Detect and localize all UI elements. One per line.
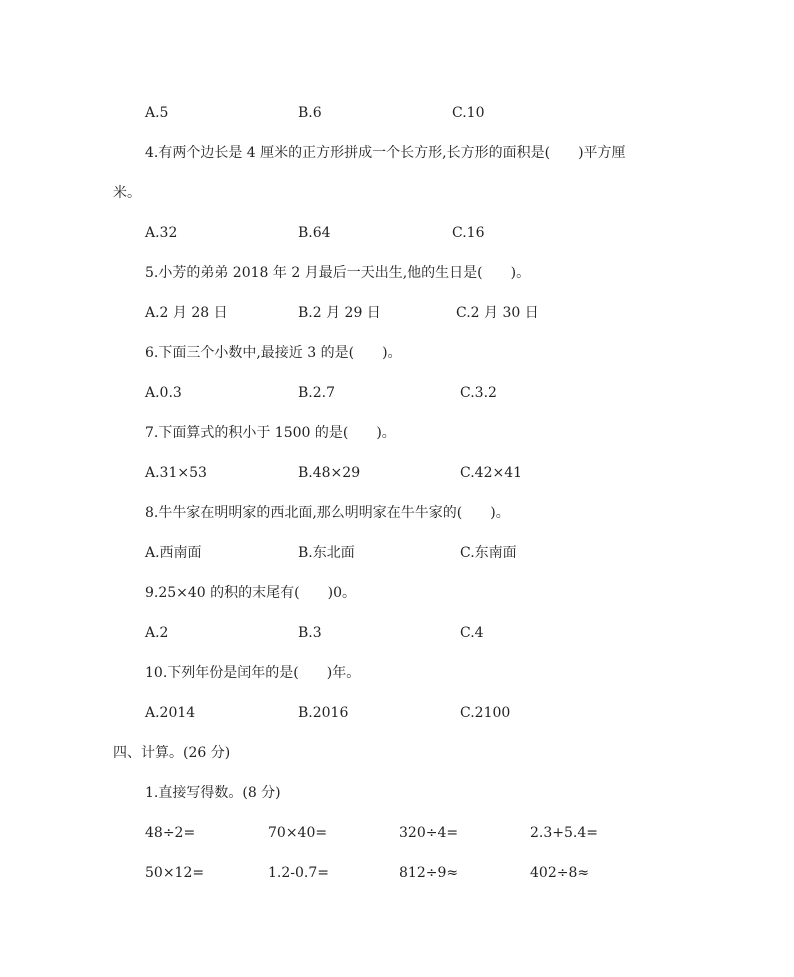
option-b: B.东北面 (298, 545, 355, 561)
calc-item: 812÷9≈ (399, 865, 459, 881)
question-7: 7.下面算式的积小于 1500 的是( )。 (145, 425, 396, 441)
question-4-continuation: 米。 (113, 185, 141, 201)
option-a: A.0.3 (145, 385, 182, 401)
option-b: B.2 月 29 日 (298, 305, 381, 321)
option-a: A.31×53 (145, 465, 207, 481)
option-c: C.42×41 (460, 465, 523, 481)
option-a: A.5 (145, 105, 169, 121)
option-b: B.2016 (298, 705, 349, 721)
option-c: C.16 (452, 225, 485, 241)
option-a: A.2 月 28 日 (145, 305, 228, 321)
option-a: A.2014 (145, 705, 196, 721)
option-c: C.2 月 30 日 (456, 305, 539, 321)
option-b: B.2.7 (298, 385, 336, 401)
calc-item: 1.2-0.7= (268, 865, 329, 881)
calc-item: 50×12= (145, 865, 205, 881)
calc-item: 70×40= (268, 825, 328, 841)
option-a: A.32 (145, 225, 178, 241)
option-b: B.48×29 (298, 465, 361, 481)
calc-item: 402÷8≈ (530, 865, 590, 881)
option-b: B.3 (298, 625, 322, 641)
option-a: A.西南面 (145, 545, 202, 561)
question-9: 9.25×40 的积的末尾有( )0。 (145, 585, 356, 601)
question-5: 5.小芳的弟弟 2018 年 2 月最后一天出生,他的生日是( )。 (145, 265, 531, 281)
option-a: A.2 (145, 625, 169, 641)
calc-item: 2.3+5.4= (530, 825, 598, 841)
option-c: C.4 (460, 625, 484, 641)
option-c: C.3.2 (460, 385, 497, 401)
option-c: C.东南面 (460, 545, 517, 561)
option-c: C.10 (452, 105, 485, 121)
calc-item: 48÷2= (145, 825, 196, 841)
subsection-heading: 1.直接写得数。(8 分) (145, 785, 281, 801)
section-heading: 四、计算。(26 分) (113, 745, 231, 761)
question-8: 8.牛牛家在明明家的西北面,那么明明家在牛牛家的( )。 (145, 505, 510, 521)
calc-item: 320÷4= (399, 825, 459, 841)
option-c: C.2100 (460, 705, 511, 721)
option-b: B.6 (298, 105, 322, 121)
question-10: 10.下列年份是闰年的是( )年。 (145, 665, 361, 681)
question-4: 4.有两个边长是 4 厘米的正方形拼成一个长方形,长方形的面积是( )平方厘 (145, 145, 626, 161)
question-6: 6.下面三个小数中,最接近 3 的是( )。 (145, 345, 402, 361)
option-b: B.64 (298, 225, 331, 241)
